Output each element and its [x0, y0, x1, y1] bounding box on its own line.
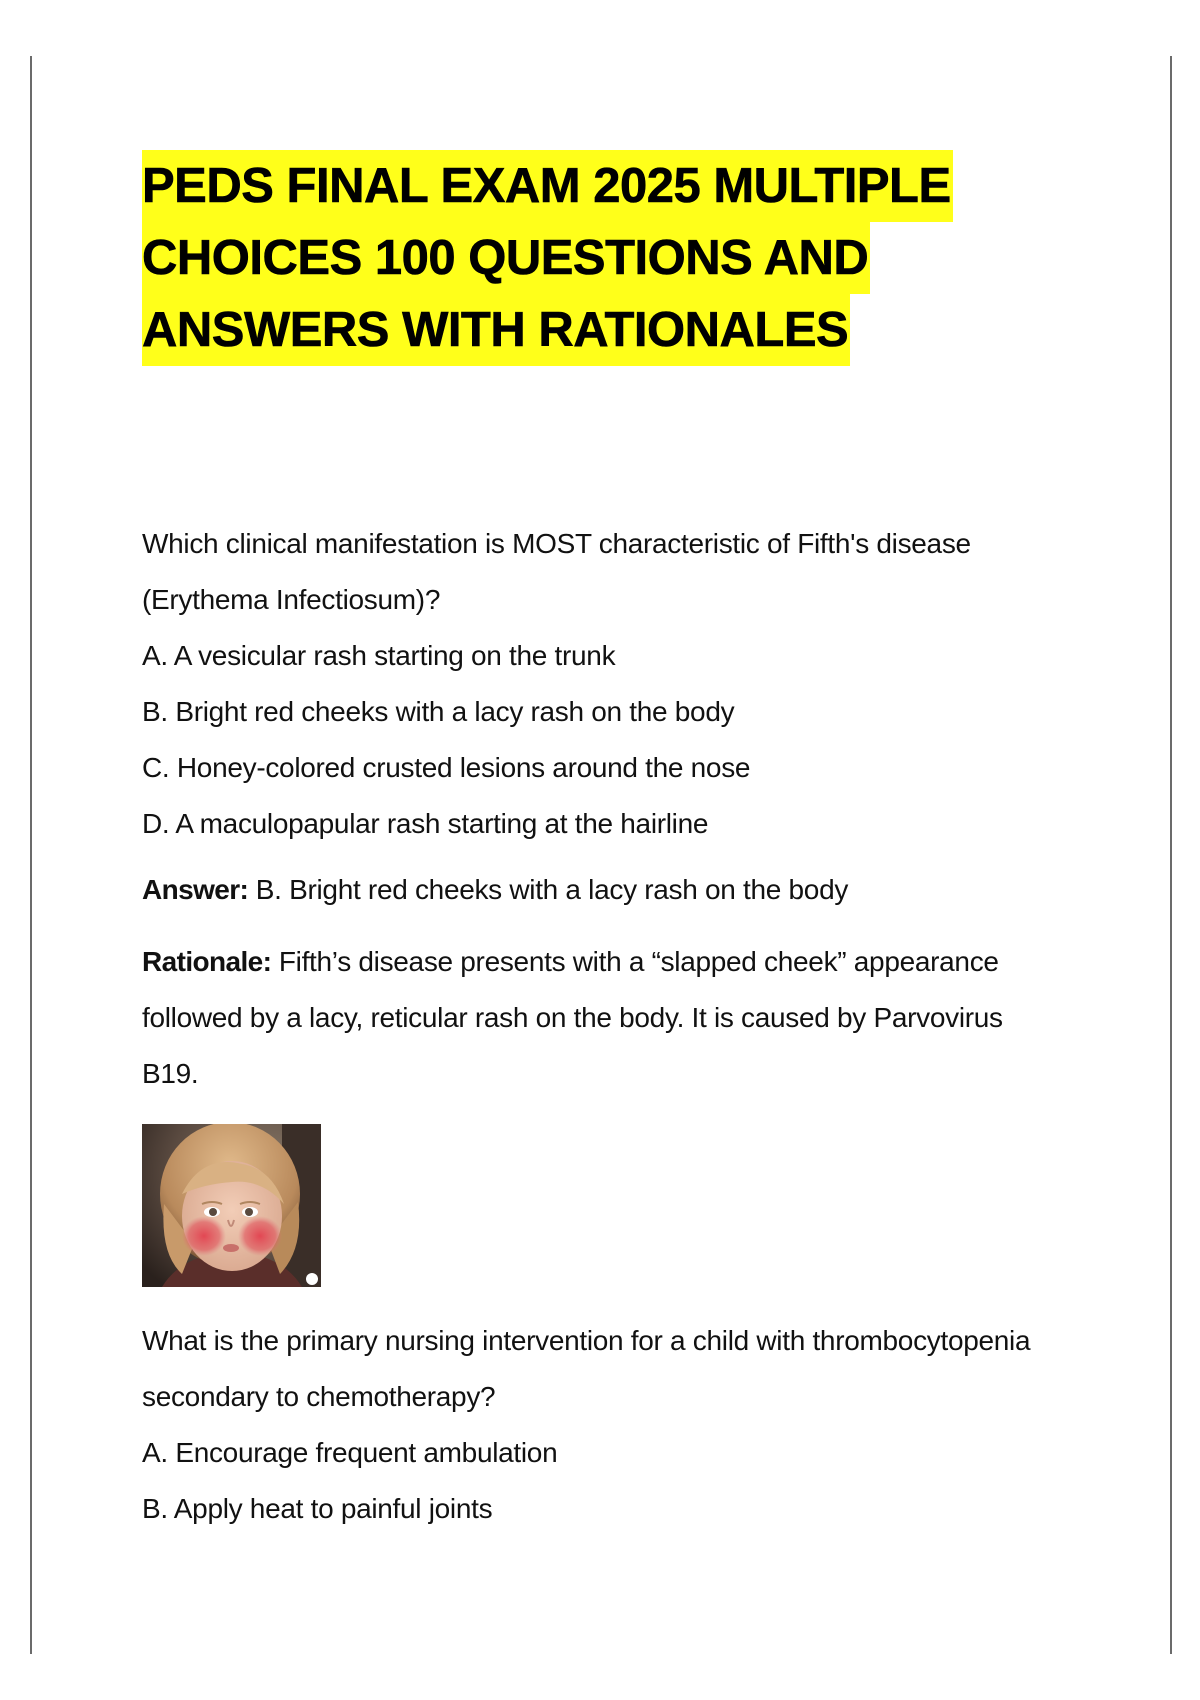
question-2-option-a: A. Encourage frequent ambulation [142, 1437, 558, 1468]
rationale-line-1 [142, 946, 999, 977]
answer-label: Answer: [142, 874, 249, 905]
page-border-left [30, 56, 32, 1654]
rationale-label: Rationale: [142, 946, 272, 977]
question-1-option-c: C. Honey-colored crusted lesions around the nose [142, 752, 751, 783]
question-1-option-a: A. A vesicular rash starting on the trunk [142, 640, 616, 671]
question-1-rationale [142, 934, 1082, 1102]
title-line-3: ANSWERS WITH RATIONALES [142, 294, 850, 366]
question-2-option-b: B. Apply heat to painful joints [142, 1493, 493, 1524]
question-2-text-line-1: What is the primary nursing intervention for a child with thrombocytopenia [142, 1325, 1031, 1356]
question-1-option-d: D. A maculopapular rash starting at the hairline [142, 808, 709, 839]
document-title [142, 150, 1042, 366]
answer-text: B. Bright red cheeks with a lacy rash on the body [248, 874, 849, 905]
child-slapped-cheek-photo [142, 1124, 321, 1287]
title-line-1: PEDS FINAL EXAM 2025 MULTIPLE [142, 150, 953, 222]
question-1-text-line-1: Which clinical manifestation is MOST characteristic of Fifth's disease [142, 528, 971, 559]
rationale-text-line-3: B19. [142, 1058, 199, 1089]
question-1-text-line-2: (Erythema Infectiosum)? [142, 584, 441, 615]
question-2 [142, 1313, 1082, 1537]
title-line-2: CHOICES 100 QUESTIONS AND [142, 222, 870, 294]
question-1-option-b: B. Bright red cheeks with a lacy rash on the body [142, 696, 735, 727]
rationale-text-line-2: followed by a lacy, reticular rash on the body. It is caused by Parvovirus [142, 1002, 1003, 1033]
question-1-answer [142, 870, 1082, 910]
rationale-text-line-1: Fifth’s disease presents with a “slapped cheek” appearance [271, 946, 999, 977]
page-border-right [1170, 56, 1172, 1654]
document-body [142, 150, 1082, 1537]
question-2-text-line-2: secondary to chemotherapy? [142, 1381, 496, 1412]
question-1 [142, 516, 1082, 852]
